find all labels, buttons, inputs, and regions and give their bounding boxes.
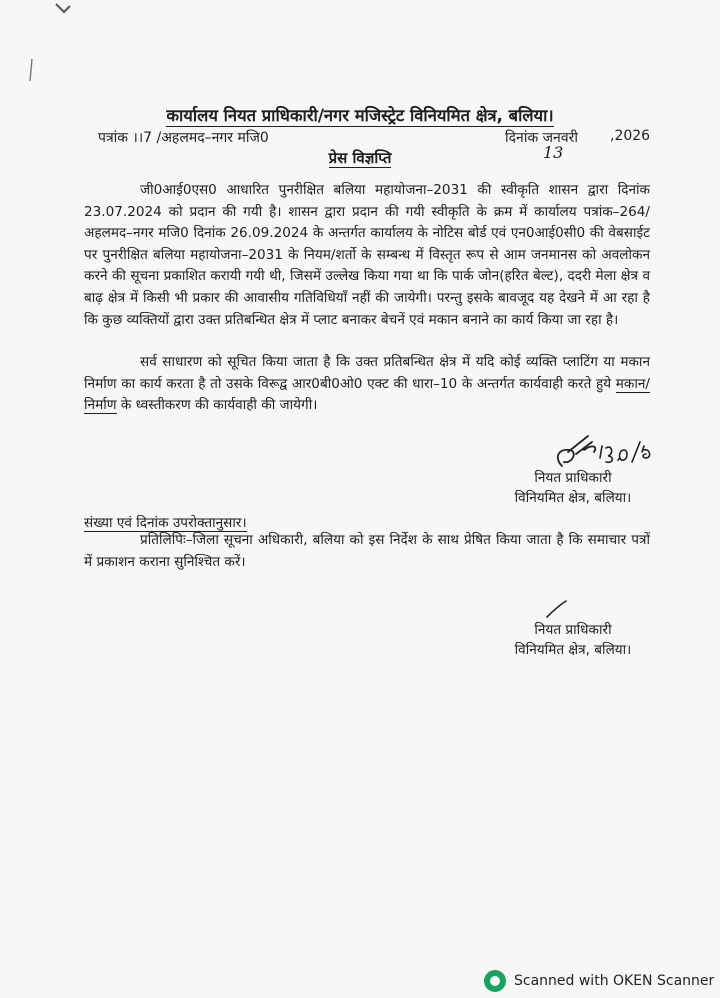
signatory-office: विनियमित क्षेत्र, बलिया। [514, 490, 632, 506]
date-label: दिनांक जनवरी [505, 130, 578, 146]
notice-heading: प्रेस विज्ञप्ति [328, 149, 392, 167]
signature-block-2 [498, 620, 648, 660]
number-date-line: संख्या एवं दिनांक उपरोक्तानुसार। [84, 515, 247, 531]
notice-paragraph-2: सर्व साधारण को सूचित किया जाता है कि उक्त प्रतिबन्धित क्षेत्र में यदि कोई व्यक्ति प्लाटिंग या मकान निर्माण का कार्य करता है तो उसके विरूद्व आर0बी0ओ0 एक्ट की धारा–10 के अन्तर्गत कार्यवाही करते हुये मकान/निर्माण के ध्वस्तीकरण की कार्यवाही की जायेगी। [84, 354, 650, 414]
date-year: ,2026 [610, 128, 651, 144]
scan-artifact-mark [54, 2, 74, 16]
oken-scanner-logo-icon [484, 970, 506, 992]
signature-tick [544, 598, 570, 620]
signatory-office: विनियमित क्षेत्र, बलिया। [514, 642, 632, 658]
signatory-title: नियत प्राधिकारी [534, 622, 612, 638]
signature-with-date [548, 428, 658, 472]
date-day-handwritten: 13 [543, 143, 564, 162]
underlined-phrase: मकान/निर्माण [84, 375, 650, 414]
signatory-title: नियत प्राधिकारी [534, 470, 612, 486]
reference-number: पत्रांक ।।7 /अहलमद–नगर मजि0 [98, 130, 269, 146]
copy-forwarding-text: प्रतिलिपिः–जिला सूचना अधिकारी, बलिया को इस निर्देश के साथ प्रेषित किया जाता है कि समाचार पत्रों में प्रकाशन कराना सुनिश्चित करें। [84, 532, 650, 570]
scanner-label: Scanned with OKEN Scanner [514, 973, 715, 989]
signature-block-1 [498, 468, 648, 508]
scanner-watermark [484, 970, 714, 992]
scan-edge-mark [28, 58, 34, 82]
notice-paragraph-1: जी0आई0एस0 आधारित पुनरीक्षित बलिया महायोजना–2031 की स्वीकृति शासन द्वारा दिनांक 23.07.2024 को प्रदान की गयी है। शासन द्वारा प्रदान की गयी स्वीकृति के क्रम में कार्यालय पत्रांक–264/अहलमद–नगर मजि0 दिनांक 26.09.2024 के अन्तर्गत कार्यालय के नोटिस बोर्ड एवं एन0आई0सी0 की वेबसाईट पर पुनरीक्षित बलिया महायोजना–2031 के नियम/शर्तो के सम्बन्ध में विस्तृत रूप से आम जनमानस को अवलोकन करने की सूचना प्रकाशित करायी गयी थी, जिसमें उल्लेख किया गया था कि पार्क जोन(हरित बेल्ट), ददरी मेला क्षेत्र व बाढ़ क्षेत्र में किसी भी प्रकार की आवासीय गतिविधियॉं नहीं की जायेगी। परन्तु इसके बावजूद यह देखने में आ रहा है कि कुछ व्यक्तियों द्वारा उक्त प्रतिबन्धित क्षेत्र में प्लाट बनाकर बेचनें एवं मकान बनाने का कार्य किया जा रहा है। [84, 182, 650, 328]
office-title: कार्यालय नियत प्राधिकारी/नगर मजिस्ट्रेट विनियमित क्षेत्र, बलिया। [166, 106, 554, 125]
